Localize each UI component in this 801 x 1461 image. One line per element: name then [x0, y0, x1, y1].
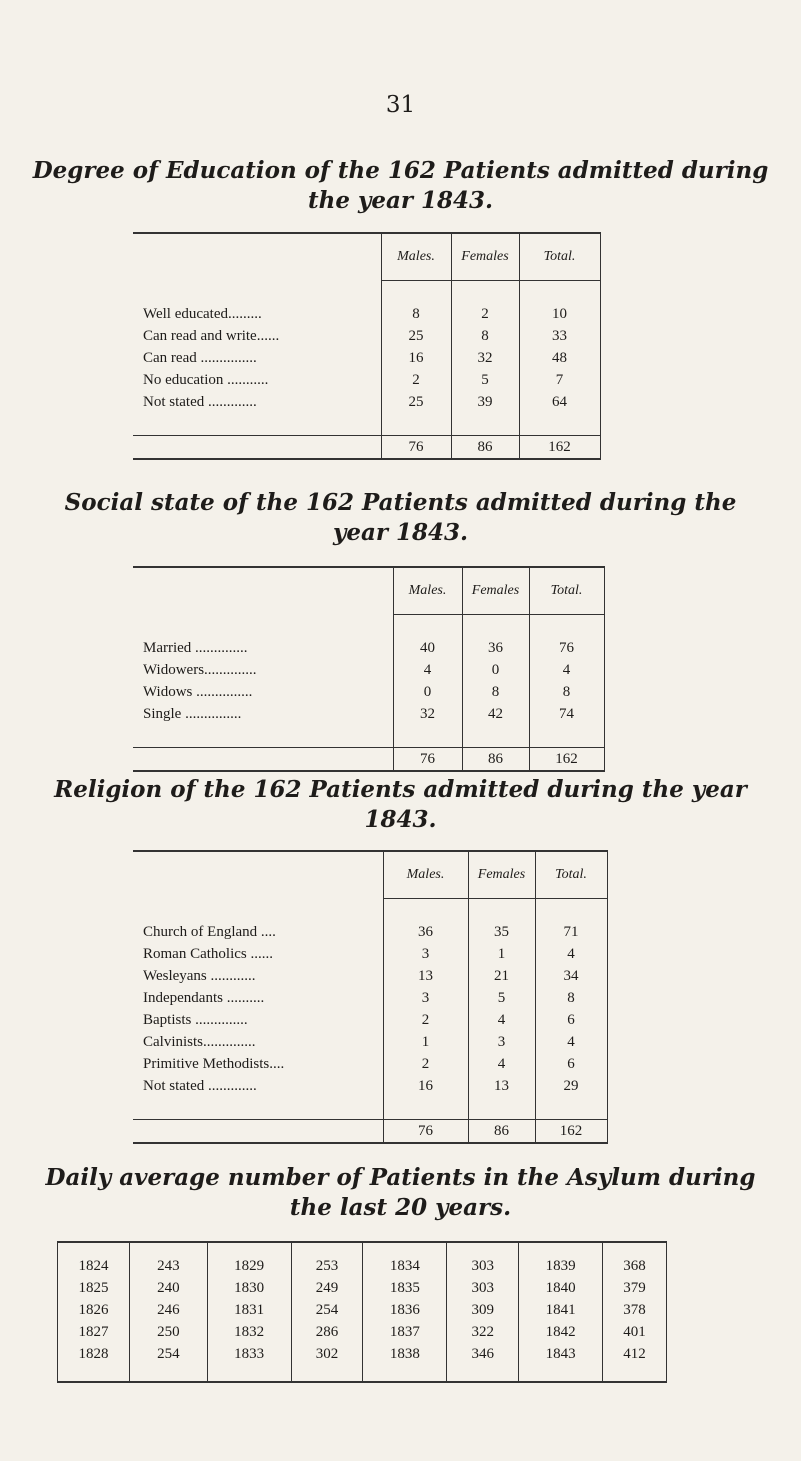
- religion-table: [133, 850, 608, 1144]
- education-spacer-cell: [133, 413, 381, 436]
- daily-year: 1833: [207, 1343, 291, 1382]
- education-spacer-cell: [451, 281, 519, 304]
- education-spacer: [133, 281, 600, 304]
- religion-spacer-cell: [468, 899, 535, 922]
- religion-row-females: 21: [468, 965, 535, 987]
- daily-year: 1837: [363, 1321, 447, 1343]
- social-spacer: [133, 725, 604, 748]
- social-header-total: Total.: [529, 567, 604, 615]
- religion-totals-blank: [133, 1120, 383, 1144]
- social-row-label: Widows ...............: [143, 683, 253, 700]
- social-row-males: 32: [393, 703, 462, 725]
- education-spacer-cell: [519, 281, 600, 304]
- education-row-males: 25: [381, 391, 451, 413]
- education-spacer: [133, 413, 600, 436]
- religion-spacer-cell: [468, 1097, 535, 1120]
- daily-row: [58, 1242, 667, 1277]
- social-row: [133, 703, 604, 725]
- social-totals-row: [133, 748, 604, 772]
- social-row-label: Single ...............: [143, 705, 242, 722]
- social-row-label: Widowers..............: [143, 661, 257, 678]
- education-row-males: 16: [381, 347, 451, 369]
- religion-row: [133, 987, 607, 1009]
- education-header-blank: [133, 233, 381, 281]
- education-row-males: 2: [381, 369, 451, 391]
- religion-row: [133, 1053, 607, 1075]
- social-header-females: Females: [462, 567, 529, 615]
- daily-title-line2: the last 20 years.: [289, 1194, 512, 1221]
- religion-heading: [0, 775, 801, 835]
- religion-row-males: 36: [383, 921, 468, 943]
- religion-title-line2: 1843.: [364, 806, 437, 833]
- daily-year: 1830: [207, 1277, 291, 1299]
- religion-header-males: Males.: [383, 851, 468, 899]
- social-rows: [133, 567, 604, 771]
- social-row-males: 4: [393, 659, 462, 681]
- daily-value: 322: [447, 1321, 519, 1343]
- daily-value: 303: [447, 1242, 519, 1277]
- social-row-males: 0: [393, 681, 462, 703]
- daily-value: 346: [447, 1343, 519, 1382]
- daily-value: 302: [291, 1343, 363, 1382]
- education-row-label: Well educated.........: [143, 305, 262, 322]
- social-row-females: 36: [462, 637, 529, 659]
- daily-year: 1835: [363, 1277, 447, 1299]
- daily-year: 1842: [519, 1321, 603, 1343]
- religion-row-total: 6: [535, 1009, 607, 1031]
- social-row-females: 42: [462, 703, 529, 725]
- daily-year: 1827: [58, 1321, 130, 1343]
- religion-row-label: Church of England ....: [143, 923, 276, 940]
- social-spacer: [133, 615, 604, 638]
- religion-row-total: 29: [535, 1075, 607, 1097]
- social-spacer-cell: [529, 615, 604, 638]
- social-row: [133, 659, 604, 681]
- education-rows: [133, 233, 600, 459]
- religion-header-blank: [133, 851, 383, 899]
- education-spacer-cell: [381, 281, 451, 304]
- religion-header-row: [133, 851, 607, 899]
- education-row: [133, 391, 600, 413]
- religion-row-females: 35: [468, 921, 535, 943]
- education-row-total: 33: [519, 325, 600, 347]
- social-totals-blank: [133, 748, 393, 772]
- education-row-total: 7: [519, 369, 600, 391]
- daily-value: 286: [291, 1321, 363, 1343]
- religion-title-line1: Religion of the 162 Patients admitted during the year: [54, 776, 747, 803]
- social-row-females: 8: [462, 681, 529, 703]
- religion-header-females: Females: [468, 851, 535, 899]
- daily-year: 1841: [519, 1299, 603, 1321]
- daily-row: [58, 1343, 667, 1382]
- religion-header-total: Total.: [535, 851, 607, 899]
- daily-value: 401: [603, 1321, 667, 1343]
- religion-spacer-cell: [383, 1097, 468, 1120]
- education-table: [133, 232, 601, 460]
- daily-year: 1832: [207, 1321, 291, 1343]
- religion-row: [133, 1009, 607, 1031]
- religion-total-females: 86: [468, 1120, 535, 1144]
- education-row-label: Not stated .............: [143, 393, 257, 410]
- social-row-label: Married ..............: [143, 639, 248, 656]
- social-spacer-cell: [462, 725, 529, 748]
- daily-year: 1838: [363, 1343, 447, 1382]
- daily-year: 1836: [363, 1299, 447, 1321]
- education-row-total: 48: [519, 347, 600, 369]
- daily-year: 1826: [58, 1299, 130, 1321]
- social-heading: [0, 488, 801, 548]
- daily-value: 250: [129, 1321, 207, 1343]
- education-header-row: [133, 233, 600, 281]
- religion-row-females: 5: [468, 987, 535, 1009]
- religion-row: [133, 1031, 607, 1053]
- daily-value: 243: [129, 1242, 207, 1277]
- education-row-label: No education ...........: [143, 371, 269, 388]
- education-title-line1: Degree of Education of the 162 Patients admitted during: [32, 157, 769, 184]
- social-row-total: 8: [529, 681, 604, 703]
- social-spacer-cell: [462, 615, 529, 638]
- social-row: [133, 681, 604, 703]
- daily-value: 412: [603, 1343, 667, 1382]
- social-spacer-cell: [393, 725, 462, 748]
- religion-row-females: 3: [468, 1031, 535, 1053]
- religion-row: [133, 943, 607, 965]
- religion-row-total: 4: [535, 1031, 607, 1053]
- education-heading: [0, 156, 801, 216]
- daily-value: 254: [129, 1343, 207, 1382]
- education-row: [133, 325, 600, 347]
- daily-rows: [58, 1242, 667, 1382]
- social-spacer-cell: [133, 725, 393, 748]
- social-spacer-cell: [133, 615, 393, 638]
- religion-row-label: Calvinists..............: [143, 1033, 256, 1050]
- daily-value: 379: [603, 1277, 667, 1299]
- daily-table: [57, 1241, 667, 1383]
- social-title-line1: Social state of the 162 Patients admitted during the: [64, 489, 737, 516]
- religion-row-females: 4: [468, 1009, 535, 1031]
- education-row-label: Can read and write......: [143, 327, 280, 344]
- religion-row-males: 3: [383, 987, 468, 1009]
- religion-row-males: 13: [383, 965, 468, 987]
- religion-row-label: Independants ..........: [143, 989, 265, 1006]
- education-row-females: 39: [451, 391, 519, 413]
- education-row-females: 5: [451, 369, 519, 391]
- daily-year: 1825: [58, 1277, 130, 1299]
- religion-rows: [133, 851, 607, 1143]
- religion-row-label: Baptists ..............: [143, 1011, 248, 1028]
- daily-row: [58, 1321, 667, 1343]
- religion-row-males: 1: [383, 1031, 468, 1053]
- page-number: 31: [385, 92, 416, 118]
- education-row: [133, 303, 600, 325]
- daily-year: 1828: [58, 1343, 130, 1382]
- daily-row: [58, 1299, 667, 1321]
- education-row-total: 10: [519, 303, 600, 325]
- religion-spacer-cell: [133, 1097, 383, 1120]
- education-row-total: 64: [519, 391, 600, 413]
- social-spacer-cell: [529, 725, 604, 748]
- education-total-males: 76: [381, 436, 451, 460]
- religion-spacer-cell: [133, 899, 383, 922]
- daily-year: 1824: [58, 1242, 130, 1277]
- education-row-females: 32: [451, 347, 519, 369]
- religion-totals-row: [133, 1120, 607, 1144]
- religion-total-males: 76: [383, 1120, 468, 1144]
- education-header-females: Females: [451, 233, 519, 281]
- religion-row-total: 6: [535, 1053, 607, 1075]
- religion-row-females: 1: [468, 943, 535, 965]
- religion-spacer: [133, 899, 607, 922]
- religion-row-males: 2: [383, 1053, 468, 1075]
- daily-value: 249: [291, 1277, 363, 1299]
- education-row-males: 25: [381, 325, 451, 347]
- daily-year: 1829: [207, 1242, 291, 1277]
- social-title-line2: year 1843.: [332, 519, 469, 546]
- daily-title-line1: Daily average number of Patients in the Asylum during: [45, 1164, 756, 1191]
- religion-row-label: Wesleyans ............: [143, 967, 256, 984]
- religion-spacer: [133, 1097, 607, 1120]
- religion-row-total: 4: [535, 943, 607, 965]
- daily-year: 1831: [207, 1299, 291, 1321]
- education-row: [133, 369, 600, 391]
- social-row-males: 40: [393, 637, 462, 659]
- daily-year: 1839: [519, 1242, 603, 1277]
- social-total-females: 86: [462, 748, 529, 772]
- social-table: [133, 566, 605, 772]
- social-row-females: 0: [462, 659, 529, 681]
- education-row-females: 2: [451, 303, 519, 325]
- daily-value: 303: [447, 1277, 519, 1299]
- social-row-total: 4: [529, 659, 604, 681]
- religion-spacer-cell: [383, 899, 468, 922]
- education-header-total: Total.: [519, 233, 600, 281]
- daily-year: 1843: [519, 1343, 603, 1382]
- daily-value: 246: [129, 1299, 207, 1321]
- religion-row-label: Primitive Methodists....: [143, 1055, 285, 1072]
- religion-row-males: 16: [383, 1075, 468, 1097]
- social-total-males: 76: [393, 748, 462, 772]
- education-row-males: 8: [381, 303, 451, 325]
- social-spacer-cell: [393, 615, 462, 638]
- religion-row-males: 3: [383, 943, 468, 965]
- education-totals-row: [133, 436, 600, 460]
- education-row: [133, 347, 600, 369]
- education-total-females: 86: [451, 436, 519, 460]
- daily-value: 378: [603, 1299, 667, 1321]
- daily-heading: [0, 1163, 801, 1223]
- religion-row: [133, 965, 607, 987]
- education-row-females: 8: [451, 325, 519, 347]
- education-totals-blank: [133, 436, 381, 460]
- education-spacer-cell: [133, 281, 381, 304]
- daily-year: 1840: [519, 1277, 603, 1299]
- religion-row-total: 71: [535, 921, 607, 943]
- education-row-label: Can read ...............: [143, 349, 257, 366]
- religion-row: [133, 921, 607, 943]
- daily-row: [58, 1277, 667, 1299]
- daily-value: 253: [291, 1242, 363, 1277]
- religion-row-males: 2: [383, 1009, 468, 1031]
- daily-value: 368: [603, 1242, 667, 1277]
- education-spacer-cell: [381, 413, 451, 436]
- social-row: [133, 637, 604, 659]
- social-row-total: 74: [529, 703, 604, 725]
- religion-row-total: 8: [535, 987, 607, 1009]
- religion-row: [133, 1075, 607, 1097]
- daily-value: 240: [129, 1277, 207, 1299]
- social-header-row: [133, 567, 604, 615]
- daily-value: 254: [291, 1299, 363, 1321]
- religion-total-total: 162: [535, 1120, 607, 1144]
- education-title-line2: the year 1843.: [307, 187, 494, 214]
- religion-row-total: 34: [535, 965, 607, 987]
- education-total-total: 162: [519, 436, 600, 460]
- education-spacer-cell: [451, 413, 519, 436]
- social-row-total: 76: [529, 637, 604, 659]
- social-header-blank: [133, 567, 393, 615]
- religion-spacer-cell: [535, 1097, 607, 1120]
- daily-year: 1834: [363, 1242, 447, 1277]
- religion-row-females: 13: [468, 1075, 535, 1097]
- daily-value: 309: [447, 1299, 519, 1321]
- education-header-males: Males.: [381, 233, 451, 281]
- religion-spacer-cell: [535, 899, 607, 922]
- religion-row-label: Roman Catholics ......: [143, 945, 273, 962]
- social-header-males: Males.: [393, 567, 462, 615]
- religion-row-label: Not stated .............: [143, 1077, 257, 1094]
- religion-row-females: 4: [468, 1053, 535, 1075]
- social-total-total: 162: [529, 748, 604, 772]
- education-spacer-cell: [519, 413, 600, 436]
